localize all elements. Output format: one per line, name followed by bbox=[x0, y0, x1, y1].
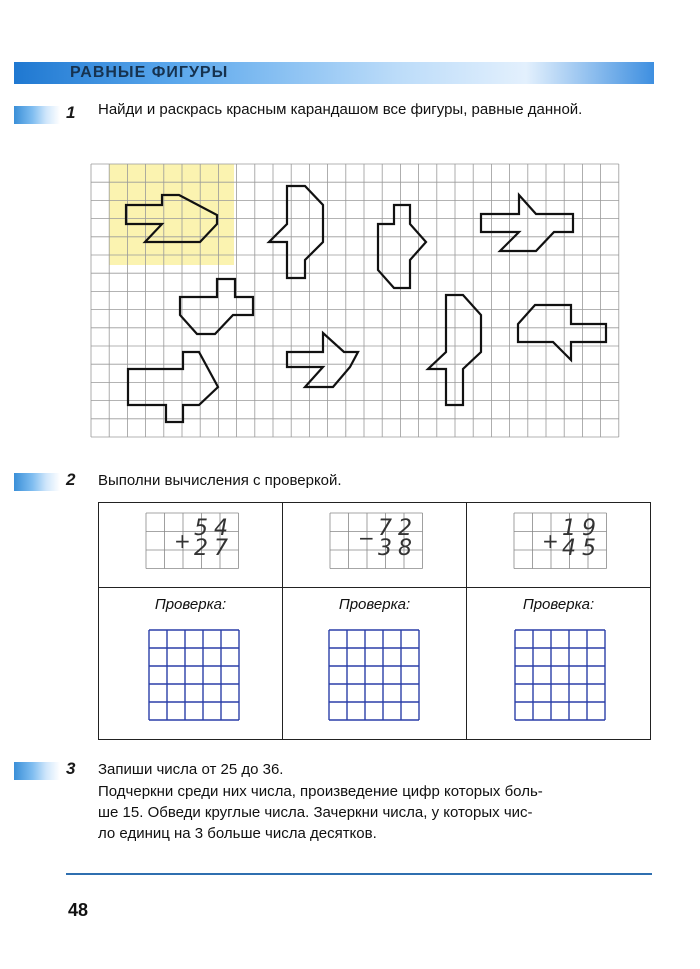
check-cell-3 bbox=[467, 588, 651, 740]
check-cell-2 bbox=[283, 588, 467, 740]
example-1-top: 54 bbox=[194, 516, 234, 541]
figure-2[interactable] bbox=[269, 186, 323, 278]
example-1-bottom: 27 bbox=[194, 536, 234, 561]
figure-8[interactable] bbox=[518, 305, 606, 360]
task-3-line-4: ло единиц на 3 больше числа десятков. bbox=[98, 825, 377, 842]
task-2-text: Выполни вычисления с проверкой. bbox=[98, 472, 342, 489]
task-2-number: 2 bbox=[66, 470, 76, 489]
task-3-line-3: ше 15. Обведи круглые числа. Зачеркни числа, у которых чис- bbox=[98, 804, 533, 821]
task-2-marker bbox=[14, 473, 60, 491]
example-3-top: 19 bbox=[562, 516, 602, 541]
task-1-marker bbox=[14, 106, 60, 124]
example-3-bottom: 45 bbox=[562, 536, 602, 561]
example-cell-3 bbox=[467, 503, 651, 588]
figure-4[interactable] bbox=[481, 195, 573, 251]
example-3-operator: + bbox=[542, 529, 559, 553]
figure-6[interactable] bbox=[287, 333, 358, 387]
page-number: 48 bbox=[68, 900, 89, 920]
example-2-top: 72 bbox=[378, 516, 418, 541]
check-cell-1 bbox=[99, 588, 283, 740]
example-cell-2 bbox=[283, 503, 467, 588]
task-3-marker bbox=[14, 762, 60, 780]
task-3-line-2: Подчеркни среди них числа, произведение цифр которых боль- bbox=[98, 783, 543, 800]
example-2-operator: − bbox=[358, 526, 375, 550]
example-2-bottom: 38 bbox=[378, 536, 418, 561]
check-label-2: Проверка: bbox=[338, 596, 411, 613]
check-label-3: Проверка: bbox=[522, 596, 595, 613]
task-1-text: Найди и раскрась красным карандашом все фигуры, равные данной. bbox=[98, 101, 583, 118]
example-1-operator: + bbox=[174, 529, 191, 553]
check-label-1: Проверка: bbox=[154, 596, 227, 613]
example-cell-1 bbox=[99, 503, 283, 588]
figure-9[interactable] bbox=[128, 352, 218, 422]
task-1-number: 1 bbox=[66, 103, 76, 122]
calculation-table bbox=[98, 502, 651, 740]
task-3-number: 3 bbox=[66, 759, 76, 778]
task-3-line-1: Запиши числа от 25 до 36. bbox=[98, 761, 284, 778]
footer-line bbox=[66, 873, 652, 875]
page-title: РАВНЫЕ ФИГУРЫ bbox=[70, 64, 229, 81]
figure-5[interactable] bbox=[180, 279, 253, 334]
task-1-grid bbox=[88, 162, 634, 442]
